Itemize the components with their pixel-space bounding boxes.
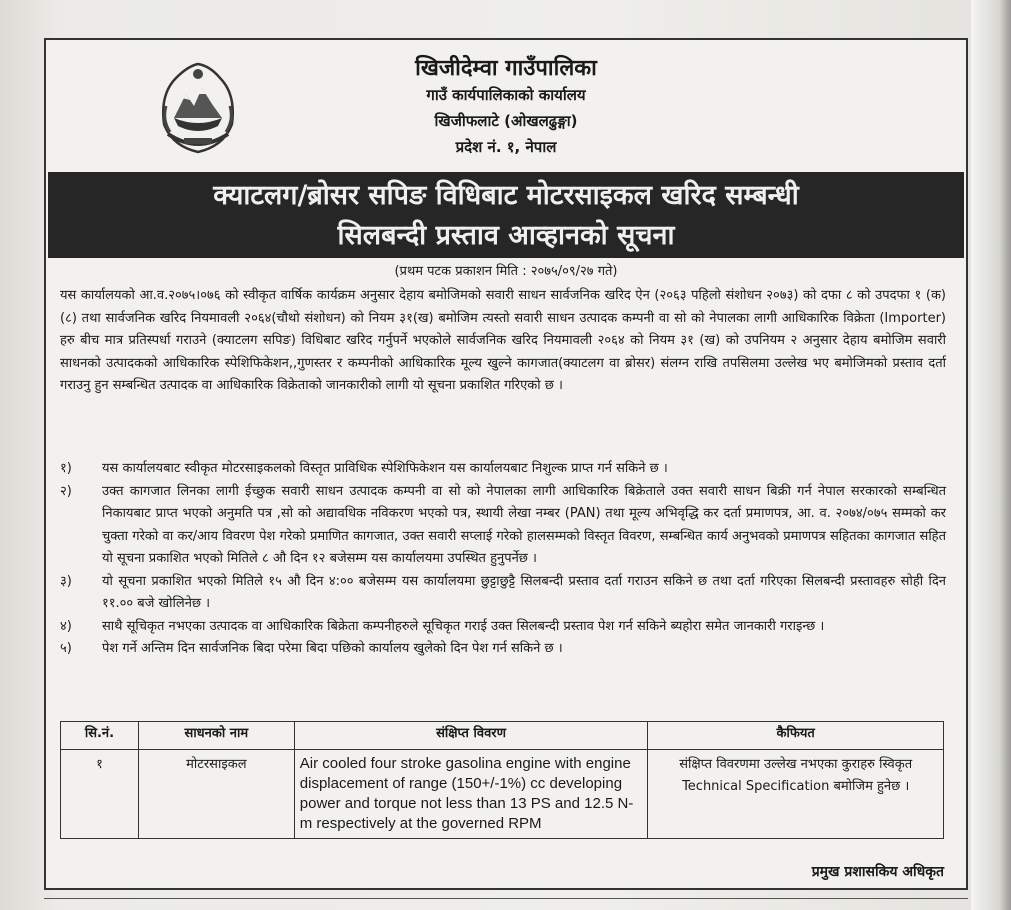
list-item [60,481,946,571]
item-text: यस कार्यालयबाट स्वीकृत मोटरसाइकलको विस्तृत प्राविधिक स्पेशिफिकेशन यस कार्यालयबाट निशुल्क प्राप्त गर्न सकिने छ । [102,461,668,476]
signature-title: प्रमुख प्रशासकिय अधिकृत [811,864,944,880]
cell-remarks: संक्षिप्त विवरणमा उल्लेख नभएका कुराहरु स्विकृत Technical Specification बमोजिम हुनेछ । [648,750,944,839]
item-text: उक्त कागजात लिनका लागी ईच्छुक सवारी साधन उत्पादक कम्पनी वा सो को नेपालका लागी आधिकारिक बिक्रेताले उक्त सवारी साधन बिक्री गर्न नेपाल सरकारको सम्बन्धित निकायबाट प्राप्त भएको अनुमति पत्र ,सो को अद्यावधिक नविकरण भएको पत्र, स्थायी लेखा नम्बर (PAN) तथा मूल्य अभिवृद्धि कर दर्ता प्रमाणपत्र, आ. व. २०७४/०७५ सम्मको कर चुक्ता गरेको वा कर/आय विवरण पेश गरेको प्रमाणित कागजात, उक्त सवारी सप्लाई गरेको हालसम्मको विस्तृत विवरण, सम्बन्धित कार्य अनुभवको प्रमाणपत्र सहितका कागजात सहित यो सूचना प्रकाशित भएको मितिले ८ औ दिन १२ बजेसम्म यस कार्यालयमा उपस्थित हुनुपर्नेछ । [102,483,946,566]
cell-name: मोटरसाइकल [138,750,294,839]
intro-paragraph: यस कार्यालयको आ.व.२०७५।०७६ को स्वीकृत वार्षिक कार्यक्रम अनुसार देहाय बमोजिमको सवारी साधन सार्वजनिक खरिद ऐन (२०६३ पहिलो संशोधन २०७३) को दफा ८ को उपदफा १ (क) (८) तथा सार्वजनिक खरिद नियमावली २०६४(चौथो संशोधन) को नियम ३१(ख) बमोजिम त्यस्तो सवारी साधन उत्पादक कम्पनी वा सो को नेपालका लागी आधिकारिक विक्रेता (Importer) हरु बीच मात्र प्रतिस्पर्धा गराउने (क्याटलग सपिङ) विधिबाट खरिद गर्नुपर्ने भएकोले सार्वजनिक खरिद नियमावली २०६४ को नियम ३१ (ख) को उपनियम २ अनुसार देहाय बमोजिम सवारी साधनको उत्पादकको आधिकारिक स्पेशिफिकेशन,,गुणस्तर र कम्पनीको आधिकारिक मूल्य खुल्ने कागजात(क्याटलग वा ब्रोसर) संलग्न राखि तपसिलमा उल्लेख भए बमोजिमको प्रस्ताव दर्ता गराउनु हुन सम्बन्धित उत्पादक वा आधिकारिक विक्रेताको जानकारीको लागी यो सूचना प्रकाशित गरिएको छ । [60,288,946,393]
item-number: २) [60,483,72,499]
title-banner [48,172,964,258]
office-name: गाउँ कार्यपालिकाको कार्यालय [426,86,586,104]
notice-header [46,40,966,172]
column-header-name: साधनको नाम [138,722,294,750]
item-text: यो सूचना प्रकाशित भएको मितिले १५ औ दिन ४:०० बजेसम्म यस कार्यालयमा छुट्टाछुट्टै सिलबन्दी प्रस्ताव दर्ता गराउन सकिने छ तथा दर्ता गरिएका सिलबन्दी प्रस्तावहरु सोही दिन ११.०० बजे खोलिनेछ । [102,573,946,611]
banner-line-1: क्याटलग/ब्रोसर सपिङ विधिबाट मोटरसाइकल खरिद सम्बन्धी [213,180,799,211]
banner-line-2: सिलबन्दी प्रस्ताव आव्हानको सूचना [337,220,675,251]
province: प्रदेश नं. १, नेपाल [455,138,557,156]
item-number: ३) [60,573,72,589]
column-header-remarks: कैफियत [648,722,944,750]
list-item [60,616,946,639]
item-number: ४) [60,618,72,634]
office-location: खिजीफलाटे (ओखलढुङ्गा) [434,112,578,130]
list-item [60,571,946,616]
notice-box [44,38,968,890]
table-row [61,750,944,839]
page-edge [971,0,1011,910]
conditions-list [60,458,946,661]
item-number: ५) [60,641,72,656]
column-header-description: संक्षिप्त विवरण [294,722,648,750]
publication-date: (प्रथम पटक प्रकाशन मिति : २०७५/०९/२७ गते) [394,264,618,279]
divider [44,898,968,899]
table-header-row [61,722,944,750]
list-item [60,458,946,481]
specification-table [60,721,944,839]
cell-sn: १ [61,750,139,839]
cell-description: Air cooled four stroke gasolina engine with engine displacement of range (150+/-1%) cc developing power and torque not less than 13 PS and 12.5 N-m respectively at the governed RPM [294,750,648,839]
item-text: पेश गर्ने अन्तिम दिन सार्वजनिक बिदा परेमा बिदा पछिको कार्यालय खुलेको दिन पेश गर्न सकिने छ । [102,641,563,656]
list-item [60,638,946,661]
column-header-sn: सि.नं. [61,722,139,750]
item-text: साथै सूचिकृत नभएका उत्पादक वा आधिकारिक बिक्रेता कम्पनीहरुले सूचिकृत गराई उक्त सिलबन्दी प्रस्ताव पेश गर्न सकिने ब्यहोरा समेत जानकारी गराइन्छ । [102,618,825,634]
item-number: १) [60,461,72,476]
org-name: खिजीदेम्वा गाउँपालिका [415,56,597,81]
